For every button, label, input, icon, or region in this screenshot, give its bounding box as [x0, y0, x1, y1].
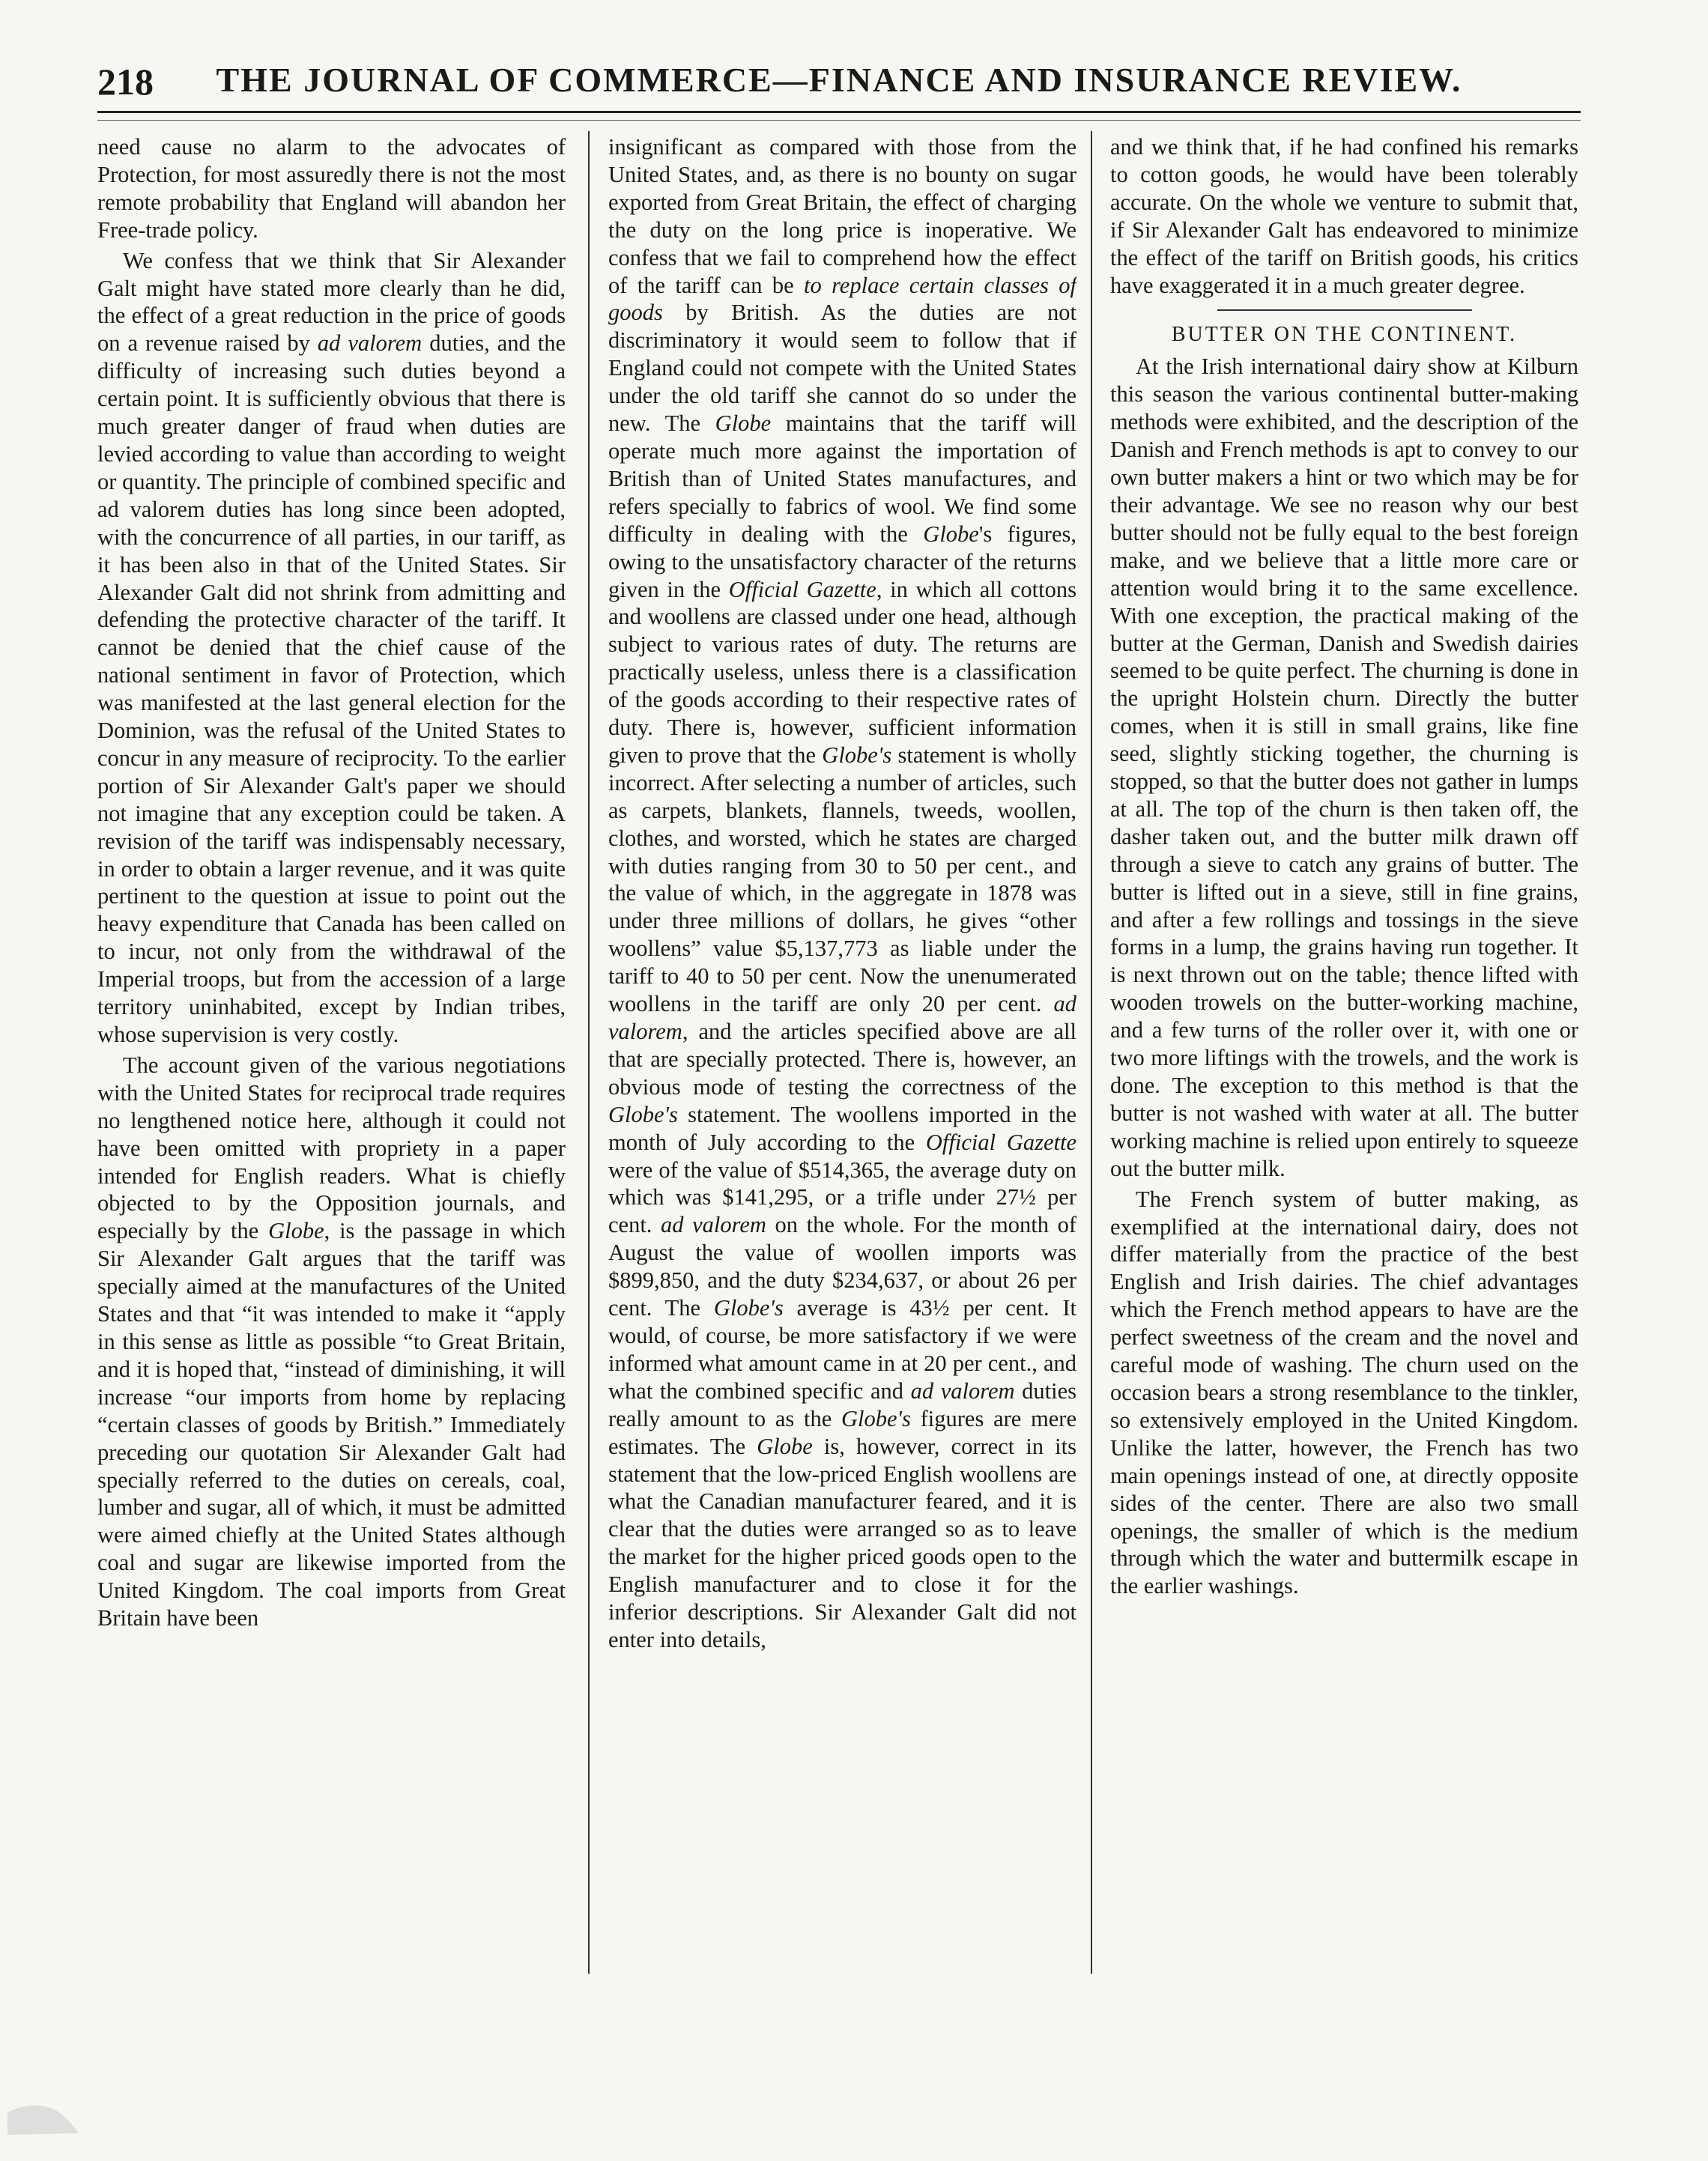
article-paragraph [97, 1052, 566, 1632]
text-segment: average is 43½ per cent. It would, of course, be more satisfactory if we were informed what amount came in at 20 per cent., and what the combined specific and [608, 1295, 1076, 1404]
italic-text-segment: Globe [757, 1433, 813, 1459]
italic-text-segment: Globe's [608, 1101, 678, 1127]
text-segment: figures are mere estimates. The [608, 1405, 1076, 1459]
text-segment: duties, and the difficulty of increasing such duties beyond a certain point. It is sufficiently obvious that there is much greater danger of fraud when duties are levied according to value than according to weight or quantity. The principle of combined specific and ad valorem duties has long since been adopted, with the concurrence of all parties, in our tariff, as it has been also in that of the United States. Sir Alexander Galt did not shrink from admitting and defending the protective character of the tariff. It cannot be denied that the chief cause of the national sentiment in favor of Protection, which was manifested at the last general election for the Dominion, was the refusal of the United States to concur in any measure of reciprocity. To the earlier portion of Sir Alexander Galt's paper we should not imagine that any exception could be taken. A revision of the tariff was indispensably necessary, in order to obtain a larger revenue, and it was quite pertinent to the question at issue to point out the heavy expenditure that Canada has been called on to incur, not only from the withdrawal of the Imperial troops, but from the accession of a large territory uninhabited, except by Indian tribes, whose supervision is very costly. [97, 330, 566, 1047]
text-segment: were of the value of $514,365, the average duty on which was $141,295, or a trifle under 27½ per cent. [608, 1157, 1076, 1238]
page-edge-stain [7, 2082, 97, 2135]
text-segment: 's figures, owing to the unsatisfactory character of the returns given in the [608, 521, 1076, 602]
italic-text-segment: ad valorem [317, 330, 423, 357]
text-segment: and we think that, if he had confined his remarks to cotton goods, he would have been tolerably accurate. On the whole we venture to submit that, if Sir Alexander Galt has endeavored to minimize the effect of the tariff on British goods, his critics have exaggerated it in a much greater degree. [1110, 134, 1578, 298]
text-segment: , is the passage in which Sir Alexander Galt argues that the tariff was specially aimed at the manufactures of the United States and that “it was intended to make it “apply in this sense as little as possible “to Great Britain, and it is hoped that, “instead of diminishing, it will increase “our imports from home by replacing “certain classes of goods by British.” Immediately preceding our quotation Sir Alexander Galt had specially referred to the duties on cereals, coal, lumber and sugar, all of which, it must be admitted were aimed chiefly at the United States although coal and sugar are likewise imported from the United Kingdom. The coal imports from Great Britain have been [97, 1218, 566, 1631]
italic-text-segment: Official Gazette [728, 576, 876, 602]
text-segment: by British. As the duties are not discriminatory it would seem to follow that if England could not compete with the United States under the old tariff she cannot do so under the new. The [608, 300, 1076, 437]
article-paragraph [1110, 133, 1578, 299]
section-heading: BUTTER ON THE CONTINENT. [1171, 323, 1518, 347]
article-paragraph [1110, 353, 1578, 1182]
italic-text-segment: Globe's [822, 742, 892, 768]
text-column-3 [1110, 133, 1578, 1976]
text-segment: statement. The woollens imported in the month of July according to the [608, 1101, 1076, 1155]
italic-text-segment: ad valorem [910, 1377, 1015, 1404]
text-segment: is, however, correct in its statement that the low-priced English woollens are what the Canadian manufacturer feared, and it is clear that the duties were arranged so as to leave the market for the higher priced goods open to the English manufacturer and to close it for the inferior descriptions. Sir Alexander Galt did not enter into details, [608, 1433, 1076, 1652]
italic-text-segment: Official Gazette [925, 1129, 1076, 1155]
journal-title: THE JOURNAL OF COMMERCE—FINANCE AND INSURANCE REVIEW. [216, 61, 1462, 99]
article-paragraph [97, 247, 566, 1049]
text-segment: insignificant as compared with those from the United States, and, as there is no bounty on sugar exported from Great Britain, the effect of charging the duty on the long price is inoperative. We confess that we fail to comprehend how the effect of the tariff can be [608, 134, 1076, 298]
page-number: 218 [97, 61, 154, 103]
text-segment: We confess that we think that Sir Alexander Galt might have stated more clearly than he did, the effect of a great reduction in the price of goods on a revenue raised by [97, 247, 566, 357]
italic-text-segment: Globe [715, 410, 772, 437]
italic-text-segment: Globe [923, 521, 979, 547]
column-divider [588, 131, 590, 1974]
text-segment: statement is wholly incorrect. After selecting a number of articles, such as carpets, blankets, flannels, tweeds, woollen, clothes, and worsted, which he states are charged with duties ranging from 30 to 50 per cent., and the value of which, in the aggregate in 1878 was under three millions of dollars, he gives “other woollens” value $5,137,773 as liable under the tariff to 40 to 50 per cent. Now the unenumerated woollens in the tariff are only 20 per cent. [608, 742, 1076, 1017]
text-segment: duties really amount to as the [608, 1377, 1076, 1431]
text-segment: , in which all cottons and woollens are classed under one head, although subject to various rates of duty. The returns are practically useless, unless there is a classification of the goods according to their respective rates of duty. There is, however, sufficient information given to prove that the [608, 576, 1076, 768]
text-segment: maintains that the tariff will operate much more against the importation of British than of United States manufactures, and refers specially to fabrics of wool. We find some difficulty in dealing with the [608, 410, 1076, 547]
italic-text-segment: to replace certain classes of goods [608, 272, 1076, 326]
italic-text-segment: Globe's [713, 1295, 784, 1321]
header-rule-thin [97, 120, 1581, 121]
italic-text-segment: ad valorem [661, 1212, 766, 1238]
page-header [97, 60, 1581, 105]
column-divider [1091, 131, 1092, 1974]
italic-text-segment: ad valorem [608, 991, 1076, 1044]
header-rule [97, 111, 1581, 113]
text-segment: The account given of the various negotiations with the United States for reciprocal trade requires no lengthened notice here, although it could not have been omitted with propriety in a paper intended for English readers. What is chiefly objected to by the Opposition journals, and especially by the [97, 1052, 566, 1244]
text-segment: need cause no alarm to the advocates of Protection, for most assuredly there is not the most remote probability that England will abandon her Free-trade policy. [97, 134, 566, 243]
text-segment: , and the articles specified above are all that are specially protected. There is, however, an obvious mode of testing the correctness of the [608, 1019, 1076, 1100]
text-segment: The French system of butter making, as exemplified at the international dairy, does not differ materially from the practice of the best English and Irish dairies. The chief advantages which the French method appears to have are the perfect sweetness of the cream and the novel and careful mode of washing. The churn used on the occasion bears a strong resemblance to the tinkler, so extensively employed in the United Kingdom. Unlike the latter, however, the French has two main openings instead of one, at directly opposite sides of the center. There are also two small openings, the smaller of which is the medium through which the water and buttermilk escape in the earlier washings. [1110, 1186, 1578, 1599]
italic-text-segment: Globe [268, 1218, 324, 1244]
article-paragraph [608, 133, 1076, 1654]
text-column-1 [97, 133, 566, 1976]
article-paragraph [97, 133, 566, 244]
text-segment: At the Irish international dairy show at Kilburn this season the various continental butter-making methods were exhibited, and the description of the Danish and French methods is apt to convey to our own butter makers a hint or two which may be for their advantage. We see no reason why our best butter should not be fully equal to the best foreign make, and we believe that a little more care or attention would bring it to the same excellence. With one exception, the practical making of the butter at the German, Danish and Swedish dairies seemed to be quite perfect. The churning is done in the upright Holstein churn. Directly the butter comes, when it is still in small grains, like fine seed, slightly sticking together, the churning is stopped, so that the butter does not gather in lumps at all. The top of the churn is then taken off, the dasher taken out, and the butter milk drawn off through a sieve to catch any grains of butter. The butter is lifted out in a sieve, still in fine grains, and after a few rollings and tossings in the sieve forms in a lump, the grains having run together. It is next thrown out on the table; thence lifted with wooden trowels on the butter-working machine, and a few turns of the roller over it, with one or two more liftings with the trowels, and the work is done. The exception to this method is that the butter is not washed with water at all. The butter working machine is relied upon entirely to squeeze out the butter milk. [1110, 354, 1578, 1181]
article-paragraph [1110, 1186, 1578, 1601]
section-divider-rule [1217, 309, 1472, 311]
text-column-2 [608, 133, 1076, 1976]
text-segment: on the whole. For the month of August the value of woollen imports was $899,850, and the duty $234,637, or about 26 per cent. The [608, 1212, 1076, 1321]
italic-text-segment: Globe's [841, 1405, 911, 1431]
